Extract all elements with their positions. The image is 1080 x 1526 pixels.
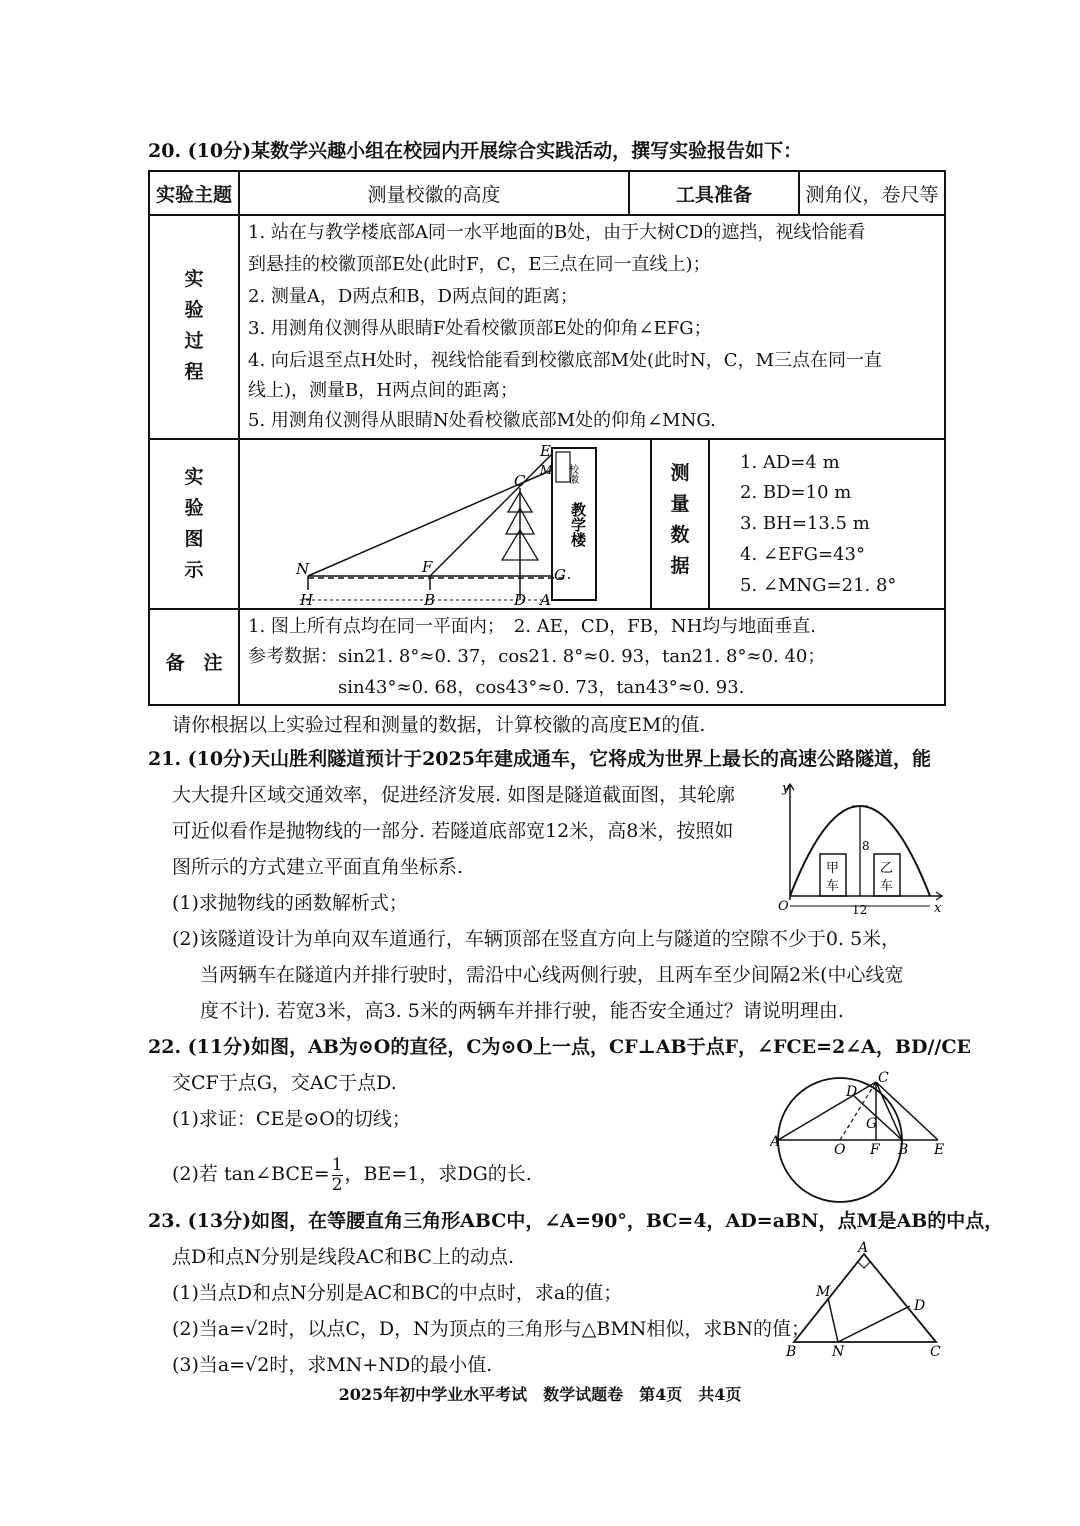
figure-label-char: 示 (184, 559, 204, 581)
process-step: 4. 向后退至点H处时，视线恰能看到校徽底部M处(此时N，C，M三点在同一直 (248, 350, 882, 371)
q22-part1: (1)求证：CE是⊙O的切线； (172, 1108, 411, 1130)
point-label-f: F (422, 558, 433, 576)
table-divider (150, 608, 944, 610)
figure-label (150, 462, 238, 586)
point-label-f: F (870, 1142, 880, 1158)
point-label-d: D (514, 591, 527, 608)
point-label-m: M (540, 463, 553, 477)
data-label-char: 数 (670, 524, 690, 546)
point-label-a: A (770, 1134, 781, 1150)
car-yi-label: 乙 (880, 861, 894, 876)
point-label-b: B (786, 1344, 797, 1360)
car-yi-label: 车 (880, 879, 894, 894)
fraction (332, 1156, 343, 1194)
car-jia-label: 车 (826, 879, 840, 894)
q22-heading: 22. (11分)如图，AB为⊙O的直径，C为⊙O上一点，CF⊥AB于点F，∠FCE=2∠A，BD//CE (148, 1036, 971, 1058)
data-label-char: 测 (670, 462, 690, 484)
tools-value: 测角仪，卷尺等 (805, 184, 939, 206)
notes-line: 参考数据：sin21. 8°≈0. 37，cos21. 8°≈0. 93，tan21. 8°≈0. 40； (248, 646, 826, 667)
point-label-e: E (540, 442, 551, 460)
table-divider (238, 172, 240, 704)
q22-part2 (172, 1156, 532, 1194)
q20-heading: 20. (10分)某数学兴趣小组在校园内开展综合实践活动，撰写实验报告如下： (148, 140, 803, 162)
point-label-b: B (424, 591, 436, 608)
process-step: 2. 测量A，D两点和B，D两点间的距离； (248, 286, 578, 307)
process-label (150, 264, 238, 388)
point-label-d: D (846, 1084, 858, 1100)
height-label: 8 (862, 839, 870, 853)
q21-line: 图所示的方式建立平面直角坐标系. (172, 856, 464, 878)
point-label-d: D (914, 1298, 926, 1314)
line-bd (854, 1096, 902, 1140)
point-label-n: N (296, 560, 310, 578)
page-footer: 2025年初中学业水平考试 数学试题卷 第4页 共4页 (338, 1385, 742, 1404)
figure-label-char: 验 (184, 497, 204, 519)
point-label-g: G (554, 566, 566, 584)
point-label-a: A (858, 1240, 869, 1256)
q23-part3: (3)当a=√2时，求MN+ND的最小值. (172, 1354, 493, 1376)
process-label-char: 验 (184, 299, 204, 321)
building-label: 教学楼 (569, 502, 587, 547)
q21-line: 度不计). 若宽3米，高3. 5米的两辆车并排行驶，能否安全通过？请说明理由. (200, 1000, 844, 1022)
point-label-c: C (930, 1344, 941, 1360)
q22-line: 交CF于点G，交AC于点D. (172, 1072, 397, 1094)
figure-label-char: 实 (184, 466, 204, 488)
tools-label: 工具准备 (675, 184, 752, 206)
y-axis-label: y (782, 781, 790, 796)
right-angle-mark (858, 1262, 870, 1268)
process-step: 1. 站在与教学楼底部A同一水平地面的B处，由于大树CD的遮挡，视线恰能看 (248, 222, 866, 243)
measurement-item: 3. BH=13.5 m (740, 513, 870, 534)
process-step: 到悬挂的校徽顶部E处(此时F，C，E三点在同一直线上)； (248, 254, 711, 275)
point-label-n: N (832, 1344, 845, 1360)
point-label-a: A (540, 591, 551, 608)
fraction-denominator: 2 (331, 1174, 343, 1195)
data-label-char: 据 (670, 555, 690, 577)
point-label-c: C (514, 472, 526, 490)
q21-line: 大大提升区域交通效率，促进经济发展. 如图是隧道截面图，其轮廓 (172, 784, 736, 806)
q23-part1: (1)当点D和点N分别是AC和BC的中点时，求a的值； (172, 1282, 623, 1304)
q23-part2: (2)当a=√2时，以点C，D，N为顶点的三角形与△BMN相似，求BN的值； (172, 1318, 810, 1340)
origin-label: O (778, 899, 789, 914)
segment-mn (828, 1298, 838, 1342)
tangent-ce (876, 1082, 938, 1140)
measurement-item: 1. AD=4 m (740, 452, 840, 473)
tunnel-diagram (776, 780, 946, 916)
point-label-o: O (834, 1142, 846, 1158)
q21-heading: 21. (10分)天山胜利隧道预计于2025年建成通车，它将成为世界上最长的高速公路隧道，能 (148, 748, 931, 770)
width-label: 12 (852, 903, 868, 916)
notes-line: 1. 图上所有点均在同一平面内； 2. AE，CD，FB，NH均与地面垂直. (248, 616, 817, 637)
experiment-diagram (240, 440, 650, 608)
q23-line: 点D和点N分别是线段AC和BC上的动点. (172, 1246, 515, 1268)
notes-label: 备 注 (165, 652, 223, 674)
x-axis-label: x (934, 901, 942, 916)
triangle-diagram (784, 1240, 944, 1360)
table-divider (150, 214, 944, 216)
point-label-b: B (898, 1142, 909, 1158)
q21-line: 当两辆车在隧道内并排行驶时，需沿中心线两侧行驶，且两车至少间隔2米(中心线宽 (200, 964, 904, 986)
badge-label: 校徽 (566, 464, 578, 484)
topic-value: 测量校徽的高度 (367, 184, 501, 206)
q23-heading: 23. (13分)如图，在等腰直角三角形ABC中，∠A=90°，BC=4，AD=aBN，点M是AB的中点， (148, 1210, 1004, 1232)
data-label (652, 458, 708, 582)
chord-cb (876, 1082, 902, 1140)
car-jia-label: 甲 (826, 861, 840, 876)
process-label-char: 程 (184, 361, 204, 383)
q21-line: 可近似看作是抛物线的一部分. 若隧道底部宽12米，高8米，按照如 (172, 820, 734, 842)
process-step: 5. 用测角仪测得从眼睛N处看校徽底部M处的仰角∠MNG. (248, 410, 716, 431)
point-label-e: E (934, 1142, 945, 1158)
process-label-char: 过 (184, 330, 204, 352)
q21-part1: (1)求抛物线的函数解析式； (172, 892, 408, 914)
segment-nd (838, 1306, 910, 1342)
table-divider (708, 438, 710, 608)
point-label-c: C (878, 1070, 889, 1086)
q20-question: 请你根据以上实验过程和测量的数据，计算校徽的高度EM的值. (172, 714, 706, 736)
point-label-g: G (866, 1116, 878, 1132)
q22-part2-suffix: ，BE=1，求DG的长. (344, 1163, 532, 1186)
circle-diagram (770, 1066, 950, 1206)
q22-part2-prefix: (2)若 tan∠BCE= (172, 1163, 330, 1186)
process-label-char: 实 (184, 268, 204, 290)
measurement-item: 2. BD=10 m (740, 482, 852, 503)
experiment-report-table (148, 170, 946, 706)
process-step: 3. 用测角仪测得从眼睛F处看校徽顶部E处的仰角∠EFG； (248, 318, 712, 339)
measurement-item: 5. ∠MNG=21. 8° (740, 575, 897, 596)
point-label-h: H (300, 591, 314, 608)
fraction-numerator: 1 (331, 1155, 343, 1175)
figure-label-char: 图 (184, 528, 204, 550)
data-label-char: 量 (670, 493, 690, 515)
q21-part2: (2)该隧道设计为单向双车道通行，车辆顶部在竖直方向上与隧道的空隙不少于0. 5米， (172, 928, 901, 950)
chord-ac (778, 1082, 876, 1140)
process-step: 线上)，测量B，H两点间的距离； (248, 380, 518, 401)
measurement-item: 4. ∠EFG=43° (740, 544, 865, 565)
notes-line: sin43°≈0. 68，cos43°≈0. 73，tan43°≈0. 93. (338, 677, 745, 698)
topic-label: 实验主题 (155, 184, 232, 206)
point-label-m: M (816, 1284, 831, 1300)
